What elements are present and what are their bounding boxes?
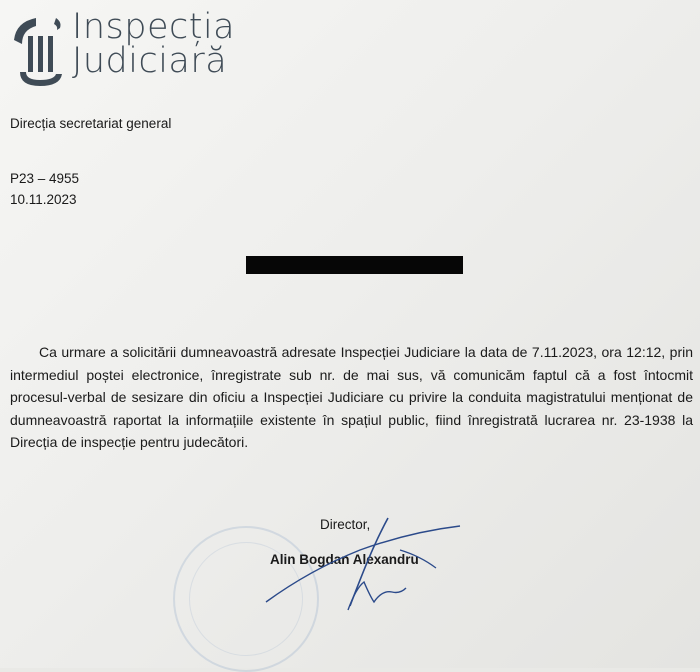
logo-text	[72, 7, 236, 81]
logo-line-1: Inspecția	[72, 7, 236, 47]
reference-number: P23 – 4955	[10, 171, 80, 186]
redacted-recipient	[246, 256, 463, 274]
handwritten-signature	[260, 510, 470, 620]
logo	[10, 8, 250, 88]
reference-date: 10.11.2023	[10, 192, 77, 207]
reference-block	[10, 168, 79, 210]
signatory-title: Director,	[320, 517, 371, 532]
logo-line-2: Judiciară	[72, 41, 228, 81]
columns-emblem-icon	[10, 8, 70, 88]
department-name: Direcția secretariat general	[10, 116, 172, 131]
letter-body: Ca urmare a solicitării dumneavoastră adresate Inspecției Judiciare la data de 7.11.2023, ora 12:12, prin intermediul poștei electronice, înregistrate sub nr. de mai sus, vă comunicăm faptul că a fost întocmit procesul-verbal de sesizare din oficiu a Inspecției Judiciare cu privire la conduita magistratului menționat de dumneavoastră raportat la informațiile existente în spațiul public, fiind înregistrată lucrarea nr. 23-1938 la Direcția de inspecție pentru judecători.	[10, 344, 693, 450]
signatory-name: Alin Bogdan Alexandru	[270, 552, 419, 567]
